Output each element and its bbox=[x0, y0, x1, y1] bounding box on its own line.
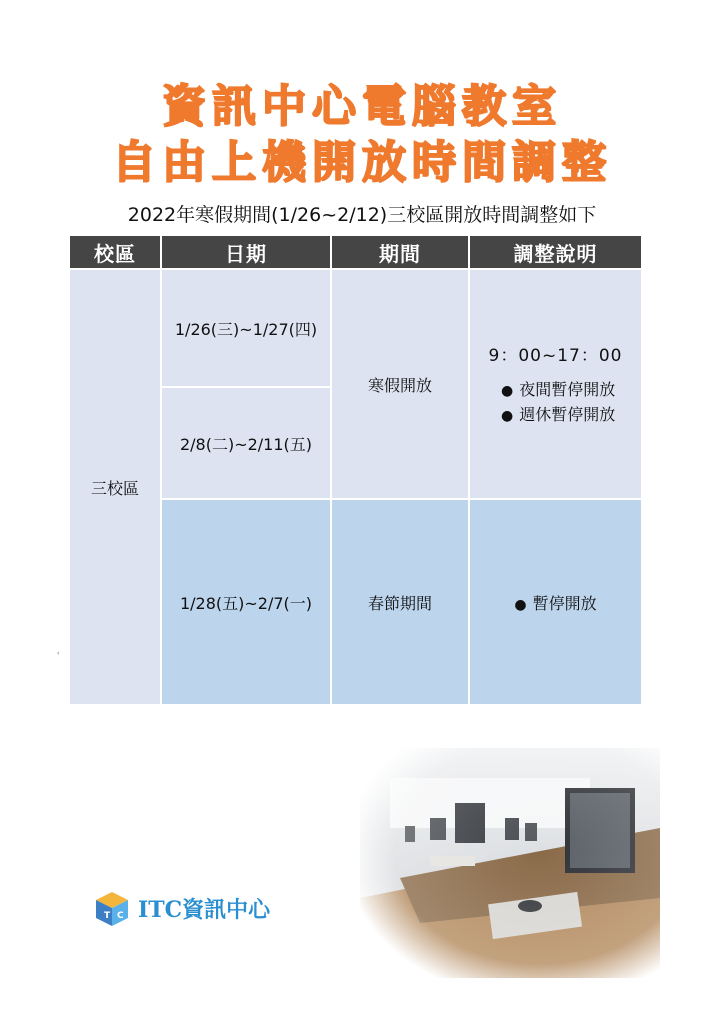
bullet-icon: ● bbox=[501, 407, 514, 424]
period-cell-winter: 寒假開放 bbox=[331, 269, 469, 499]
header-date: 日期 bbox=[161, 236, 331, 269]
table-header-row bbox=[69, 236, 642, 269]
period-cell-spring: 春節期間 bbox=[331, 499, 469, 705]
bullet-icon: ● bbox=[514, 596, 527, 613]
stray-mark: ‹ bbox=[57, 650, 60, 657]
itc-cube-icon bbox=[92, 888, 132, 928]
svg-text:C: C bbox=[117, 911, 124, 921]
bullet-icon: ● bbox=[501, 382, 514, 399]
table-row bbox=[69, 269, 642, 387]
note-time: 9：00~17：00 bbox=[488, 345, 623, 366]
logo-text: ITC資訊中心 bbox=[138, 896, 271, 923]
svg-text:T: T bbox=[104, 911, 111, 921]
itc-logo bbox=[92, 888, 270, 928]
header-period: 期間 bbox=[331, 236, 469, 269]
note-item bbox=[471, 403, 640, 428]
subtitle: 2022年寒假期間(1/26~2/12)三校區開放時間調整如下 bbox=[127, 204, 597, 226]
title-line-1: 資訊中心電腦教室 bbox=[162, 81, 562, 132]
title-line-2: 自由上機開放時間調整 bbox=[112, 137, 612, 188]
date-cell: 1/28(五)~2/7(一) bbox=[161, 499, 331, 705]
schedule-table bbox=[68, 236, 643, 706]
header-campus: 校區 bbox=[69, 236, 161, 269]
computer-lab-photo bbox=[360, 748, 660, 978]
notes-cell-spring bbox=[469, 499, 642, 705]
date-cell: 2/8(二)~2/11(五) bbox=[161, 387, 331, 499]
note-item bbox=[471, 378, 640, 403]
campus-cell: 三校區 bbox=[69, 269, 161, 705]
note-item-text: 週休暫停開放 bbox=[519, 404, 616, 424]
header-notes: 調整說明 bbox=[469, 236, 642, 269]
notes-cell-winter bbox=[469, 269, 642, 499]
note-spring-text: 暫停開放 bbox=[532, 593, 597, 613]
date-cell: 1/26(三)~1/27(四) bbox=[161, 269, 331, 387]
note-item-text: 夜間暫停開放 bbox=[519, 379, 616, 399]
